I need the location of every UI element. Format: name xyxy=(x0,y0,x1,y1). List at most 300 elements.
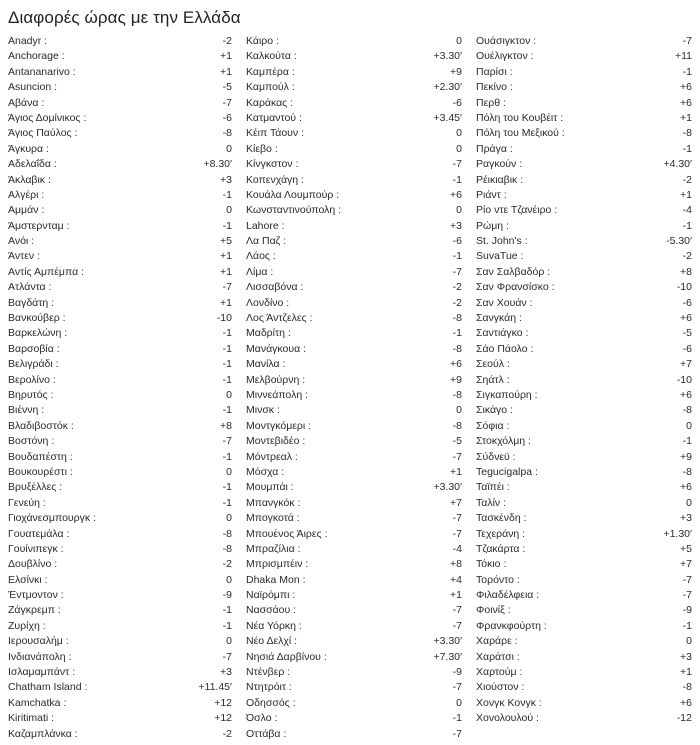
time-offset: +7 xyxy=(680,358,692,371)
timezone-row xyxy=(8,496,232,511)
timezone-row xyxy=(476,142,692,157)
time-offset: +4 xyxy=(450,573,462,586)
city-name: Σαν Χουάν : xyxy=(476,296,533,309)
time-offset: +3 xyxy=(450,219,462,232)
timezone-row xyxy=(246,496,462,511)
timezone-row xyxy=(476,496,692,511)
timezone-row xyxy=(8,111,232,126)
city-name: Ατλάντα : xyxy=(8,281,52,294)
time-offset: -8 xyxy=(222,527,232,540)
city-name: Λος Άντζελες : xyxy=(246,312,313,325)
city-name: Οδησσός : xyxy=(246,696,296,709)
city-name: Βρυξέλλες : xyxy=(8,481,63,494)
timezone-row xyxy=(476,49,692,64)
time-offset: +9 xyxy=(450,65,462,78)
timezone-row xyxy=(476,80,692,95)
timezone-row xyxy=(476,157,692,172)
timezone-row xyxy=(476,527,692,542)
city-name: Μελβούρνη : xyxy=(246,373,306,386)
time-offset: -10 xyxy=(216,312,232,325)
time-offset: +1 xyxy=(680,188,692,201)
city-name: Τεχεράνη : xyxy=(476,527,526,540)
timezone-row xyxy=(476,419,692,434)
time-offset: +6 xyxy=(680,481,692,494)
time-offset: -1 xyxy=(222,619,232,632)
timezone-row xyxy=(476,373,692,388)
time-offset: -7 xyxy=(452,265,462,278)
city-name: Νέο Δελχί : xyxy=(246,635,298,648)
city-name: Ρίο ντε Τζανέιρο : xyxy=(476,204,558,217)
time-offset: -1 xyxy=(682,219,692,232)
timezone-row xyxy=(8,249,232,264)
timezone-row xyxy=(246,542,462,557)
time-offset: +3.45′ xyxy=(433,111,462,124)
city-name: Γενεύη : xyxy=(8,496,46,509)
timezone-row xyxy=(246,388,462,403)
city-name: Ουέλιγκτον : xyxy=(476,50,534,63)
city-name: Κατμαντού : xyxy=(246,111,302,124)
timezone-row xyxy=(476,96,692,111)
timezone-row xyxy=(246,557,462,572)
city-name: Ραγκούν : xyxy=(476,158,523,171)
time-offset: -5 xyxy=(222,81,232,94)
timezone-row xyxy=(8,326,232,341)
city-name: Αμμάν : xyxy=(8,204,45,217)
time-offset: -8 xyxy=(682,404,692,417)
time-offset: +1 xyxy=(220,250,232,263)
time-offset: +6 xyxy=(680,81,692,94)
time-offset: -8 xyxy=(682,465,692,478)
time-offset: -7 xyxy=(452,619,462,632)
timezone-row xyxy=(246,650,462,665)
time-offset: +7 xyxy=(450,496,462,509)
timezone-row xyxy=(8,280,232,295)
city-name: Κίεβο : xyxy=(246,142,278,155)
time-offset: -6 xyxy=(682,296,692,309)
time-offset: +1 xyxy=(680,666,692,679)
city-name: Ινδιανάπολη : xyxy=(8,650,72,663)
timezone-row xyxy=(8,419,232,434)
city-name: Μπουένος Άιρες : xyxy=(246,527,328,540)
timezone-row xyxy=(8,49,232,64)
timezone-row xyxy=(246,419,462,434)
time-offset: 0 xyxy=(226,142,232,155)
time-offset: -1 xyxy=(452,327,462,340)
time-offset: -8 xyxy=(452,312,462,325)
time-offset: -7 xyxy=(452,158,462,171)
time-offset: +2.30′ xyxy=(433,81,462,94)
time-offset: +6 xyxy=(450,188,462,201)
time-offset: 0 xyxy=(686,419,692,432)
timezone-row xyxy=(476,357,692,372)
city-name: Λίμα : xyxy=(246,265,274,278)
timezone-row xyxy=(246,511,462,526)
time-offset: 0 xyxy=(456,204,462,217)
timezone-row xyxy=(476,465,692,480)
timezone-row xyxy=(8,157,232,172)
timezone-row xyxy=(476,280,692,295)
time-offset: -2 xyxy=(682,173,692,186)
time-offset: 0 xyxy=(456,35,462,47)
timezone-row xyxy=(8,342,232,357)
city-name: Chatham Island : xyxy=(8,681,88,694)
time-offset: -1 xyxy=(222,373,232,386)
city-name: Λονδίνο : xyxy=(246,296,290,309)
timezone-row xyxy=(476,711,692,726)
city-name: Πεκίνο : xyxy=(476,81,513,94)
time-offset: +11 xyxy=(674,50,692,63)
time-offset: -1 xyxy=(682,435,692,448)
time-offset: 0 xyxy=(226,635,232,648)
timezone-row xyxy=(246,326,462,341)
time-offset: +9 xyxy=(450,373,462,386)
city-name: Βουδαπέστη : xyxy=(8,450,73,463)
timezone-row xyxy=(8,573,232,588)
timezone-row xyxy=(476,65,692,80)
time-offset: -2 xyxy=(452,281,462,294)
city-name: Φοινίξ : xyxy=(476,604,511,617)
city-name: SuvaTue : xyxy=(476,250,524,263)
time-offset: -6 xyxy=(452,235,462,248)
timezone-column-1 xyxy=(8,34,232,742)
time-offset: +4.30′ xyxy=(663,158,692,171)
time-offset: -8 xyxy=(682,127,692,140)
city-name: Μιννεάπολη : xyxy=(246,388,308,401)
city-name: Μπογκοτά : xyxy=(246,512,300,525)
time-offset: -7 xyxy=(222,435,232,448)
timezone-row xyxy=(246,727,462,742)
timezone-column-3 xyxy=(476,34,692,727)
timezone-row xyxy=(246,680,462,695)
timezone-row xyxy=(476,634,692,649)
time-offset: +8 xyxy=(450,558,462,571)
time-offset: +7.30′ xyxy=(433,650,462,663)
timezone-row xyxy=(246,249,462,264)
page-title: Διαφορές ώρας με την Ελλάδα xyxy=(8,8,241,27)
time-offset: +8 xyxy=(680,265,692,278)
city-name: Γουίνιπεγκ : xyxy=(8,542,64,555)
timezone-row xyxy=(8,603,232,618)
time-offset: +6 xyxy=(680,96,692,109)
city-name: Ναϊρόμπι : xyxy=(246,589,296,602)
time-offset: +1 xyxy=(450,589,462,602)
time-offset: -2 xyxy=(222,558,232,571)
timezone-row xyxy=(246,711,462,726)
timezone-row xyxy=(8,265,232,280)
city-name: Λάος : xyxy=(246,250,276,263)
time-offset: -4 xyxy=(452,542,462,555)
timezone-row xyxy=(246,434,462,449)
time-offset: -6 xyxy=(682,342,692,355)
city-name: Άμστερνταμ : xyxy=(8,219,70,232)
time-offset: +5 xyxy=(680,542,692,555)
timezone-row xyxy=(246,34,462,49)
time-offset: 0 xyxy=(456,404,462,417)
timezone-row xyxy=(476,203,692,218)
city-name: Τασκένδη : xyxy=(476,512,527,525)
timezone-row xyxy=(476,173,692,188)
city-name: Ουάσιγκτον : xyxy=(476,35,537,47)
time-offset: -2 xyxy=(682,250,692,263)
city-name: Μοντεβιδέο : xyxy=(246,435,306,448)
city-name: Kamchatka : xyxy=(8,696,67,709)
city-name: Κέιπ Τάουν : xyxy=(246,127,304,140)
time-offset: 0 xyxy=(456,127,462,140)
city-name: Ισλαμαμπάντ : xyxy=(8,666,76,679)
city-name: Βαρκελώνη : xyxy=(8,327,68,340)
timezone-row xyxy=(476,111,692,126)
timezone-row xyxy=(246,96,462,111)
city-name: Σεούλ : xyxy=(476,358,510,371)
timezone-row xyxy=(246,157,462,172)
city-name: Λα Παζ : xyxy=(246,235,287,248)
timezone-row xyxy=(8,311,232,326)
city-name: Άγιος Δομίνικος : xyxy=(8,111,87,124)
time-offset: +3 xyxy=(680,512,692,525)
city-name: Γουατεμάλα : xyxy=(8,527,70,540)
timezone-row xyxy=(246,311,462,326)
timezone-row xyxy=(476,542,692,557)
timezone-row xyxy=(476,434,692,449)
city-name: Χιούστον : xyxy=(476,681,525,694)
timezone-row xyxy=(8,173,232,188)
time-offset: -5.30′ xyxy=(666,235,692,248)
time-offset: +11.45′ xyxy=(198,681,232,694)
city-name: Δουβλίνο : xyxy=(8,558,58,571)
city-name: Ελσίνκι : xyxy=(8,573,48,586)
time-offset: +6 xyxy=(680,696,692,709)
time-offset: -7 xyxy=(682,35,692,47)
city-name: Ριάντ : xyxy=(476,188,507,201)
timezone-row xyxy=(8,188,232,203)
time-offset: -2 xyxy=(222,35,232,47)
city-name: Κοπενχάγη : xyxy=(246,173,304,186)
city-name: Anadyr : xyxy=(8,35,48,47)
timezone-row xyxy=(8,527,232,542)
city-name: Κωνσταντινούπολη : xyxy=(246,204,342,217)
timezone-row xyxy=(8,557,232,572)
time-offset: +3 xyxy=(220,666,232,679)
city-name: Μαδρίτη : xyxy=(246,327,291,340)
timezone-row xyxy=(8,588,232,603)
city-name: Μοντγκόμερι : xyxy=(246,419,312,432)
timezone-row xyxy=(246,373,462,388)
timezone-row xyxy=(476,188,692,203)
time-offset: -1 xyxy=(222,604,232,617)
time-offset: -1 xyxy=(222,358,232,371)
timezone-row xyxy=(246,142,462,157)
city-name: Βελιγράδι : xyxy=(8,358,59,371)
time-offset: -12 xyxy=(676,712,692,725)
city-name: Χονολουλού : xyxy=(476,712,539,725)
timezone-row xyxy=(246,342,462,357)
timezone-row xyxy=(476,34,692,49)
timezone-row xyxy=(8,296,232,311)
time-offset: -1 xyxy=(222,496,232,509)
city-name: Σαν Σαλβαδόρ : xyxy=(476,265,551,278)
timezone-row xyxy=(8,34,232,49)
city-name: Μπανγκόκ : xyxy=(246,496,301,509)
city-name: Βλαδιβοστόκ : xyxy=(8,419,74,432)
timezone-column-2 xyxy=(246,34,462,742)
city-name: Αδελαΐδα : xyxy=(8,158,57,171)
city-name: Περθ : xyxy=(476,96,506,109)
city-name: Tegucigalpa : xyxy=(476,465,538,478)
timezone-row xyxy=(476,588,692,603)
city-name: Σάο Πάολο : xyxy=(476,342,534,355)
city-name: Σιγκαπούρη : xyxy=(476,388,538,401)
time-offset: -7 xyxy=(452,681,462,694)
time-offset: -9 xyxy=(682,604,692,617)
timezone-row xyxy=(8,634,232,649)
time-offset: +3 xyxy=(220,173,232,186)
time-offset: -1 xyxy=(222,342,232,355)
timezone-row xyxy=(476,511,692,526)
time-offset: +1 xyxy=(220,265,232,278)
time-offset: -1 xyxy=(452,712,462,725)
city-name: Φρανκφούρτη : xyxy=(476,619,547,632)
time-offset: -10 xyxy=(676,373,692,386)
timezone-row xyxy=(246,357,462,372)
city-name: Μπραζίλια : xyxy=(246,542,301,555)
timezone-row xyxy=(476,603,692,618)
timezone-row xyxy=(8,126,232,141)
timezone-row xyxy=(8,542,232,557)
time-offset: +9 xyxy=(680,450,692,463)
city-name: Dhaka Mon : xyxy=(246,573,306,586)
city-name: Χαρτούμ : xyxy=(476,666,523,679)
city-name: Ρώμη : xyxy=(476,219,509,232)
city-name: Όσλο : xyxy=(246,712,278,725)
time-offset: -1 xyxy=(222,404,232,417)
time-offset: +5 xyxy=(220,235,232,248)
city-name: Βηρυτός : xyxy=(8,388,54,401)
city-name: Ταϊπέι : xyxy=(476,481,510,494)
timezone-row xyxy=(246,80,462,95)
timezone-row xyxy=(8,234,232,249)
timezone-row xyxy=(8,665,232,680)
time-offset: +3.30′ xyxy=(433,50,462,63)
city-name: Παρίσι : xyxy=(476,65,513,78)
time-offset: -1 xyxy=(222,450,232,463)
time-offset: -9 xyxy=(452,666,462,679)
time-offset: -1 xyxy=(452,173,462,186)
time-offset: 0 xyxy=(226,573,232,586)
timezone-row xyxy=(246,265,462,280)
timezone-row xyxy=(476,650,692,665)
city-name: Τόκιο : xyxy=(476,558,507,571)
time-offset: -7 xyxy=(452,604,462,617)
time-offset: 0 xyxy=(686,635,692,648)
time-offset: 0 xyxy=(456,142,462,155)
city-name: Μανάγκουα : xyxy=(246,342,306,355)
time-offset: -5 xyxy=(452,435,462,448)
time-offset: -8 xyxy=(452,388,462,401)
city-name: Άγκυρα : xyxy=(8,142,49,155)
city-name: Φιλαδέλφεια : xyxy=(476,589,540,602)
city-name: Σαν Φρανσίσκο : xyxy=(476,281,555,294)
timezone-row xyxy=(246,588,462,603)
city-name: Χονγκ Κονγκ : xyxy=(476,696,542,709)
time-offset: -1 xyxy=(222,481,232,494)
city-name: Ανόι : xyxy=(8,235,35,248)
city-name: Σόφια : xyxy=(476,419,510,432)
timezone-row xyxy=(246,465,462,480)
city-name: Χαράτσι : xyxy=(476,650,520,663)
city-name: Μόντρεαλ : xyxy=(246,450,298,463)
city-name: Στοκχόλμη : xyxy=(476,435,531,448)
timezone-row xyxy=(476,450,692,465)
timezone-row xyxy=(246,65,462,80)
timezone-row xyxy=(8,357,232,372)
timezone-row xyxy=(246,527,462,542)
time-offset: +1 xyxy=(220,296,232,309)
city-name: Γιοχάνεσμπουργκ : xyxy=(8,512,96,525)
city-name: Antananarivo : xyxy=(8,65,76,78)
timezone-row xyxy=(8,680,232,695)
timezone-row xyxy=(8,403,232,418)
timezone-row xyxy=(8,450,232,465)
time-offset: +6 xyxy=(680,388,692,401)
city-name: Καμπούλ : xyxy=(246,81,295,94)
city-name: Έντμοντον : xyxy=(8,589,64,602)
city-name: Μόσχα : xyxy=(246,465,285,478)
timezone-row xyxy=(476,403,692,418)
time-offset: +1 xyxy=(680,111,692,124)
time-offset: +3 xyxy=(680,650,692,663)
timezone-row xyxy=(8,65,232,80)
time-offset: -4 xyxy=(682,204,692,217)
timezone-row xyxy=(246,450,462,465)
timezone-row xyxy=(246,696,462,711)
time-offset: -1 xyxy=(682,65,692,78)
time-offset: +3.30′ xyxy=(433,481,462,494)
city-name: Βερολίνο : xyxy=(8,373,56,386)
timezone-row xyxy=(8,619,232,634)
city-name: Κίνγκστον : xyxy=(246,158,299,171)
time-offset: -5 xyxy=(682,327,692,340)
timezone-row xyxy=(8,711,232,726)
time-offset: 0 xyxy=(226,388,232,401)
timezone-row xyxy=(246,49,462,64)
time-offset: -1 xyxy=(452,250,462,263)
timezone-row xyxy=(8,434,232,449)
timezone-row xyxy=(246,203,462,218)
timezone-row xyxy=(246,173,462,188)
time-offset: +6 xyxy=(450,358,462,371)
time-offset: -7 xyxy=(452,527,462,540)
city-name: Καράκας : xyxy=(246,96,294,109)
timezone-row xyxy=(476,234,692,249)
city-name: Καλκούτα : xyxy=(246,50,297,63)
city-name: Σικάγο : xyxy=(476,404,513,417)
timezone-row xyxy=(246,111,462,126)
timezone-row xyxy=(246,603,462,618)
time-offset: -6 xyxy=(222,111,232,124)
city-name: Πόλη του Μεξικού : xyxy=(476,127,565,140)
city-name: Ταλίν : xyxy=(476,496,506,509)
time-offset: +1 xyxy=(450,465,462,478)
time-offset: 0 xyxy=(226,204,232,217)
city-name: Ντητρόιτ : xyxy=(246,681,292,694)
time-offset: -7 xyxy=(452,450,462,463)
time-offset: -1 xyxy=(222,219,232,232)
city-name: Βουκουρέστι : xyxy=(8,465,73,478)
city-name: Νασσάου : xyxy=(246,604,297,617)
timezone-row xyxy=(476,619,692,634)
city-name: Νησιά Δαρβίνου : xyxy=(246,650,327,663)
time-offset: +8 xyxy=(220,419,232,432)
